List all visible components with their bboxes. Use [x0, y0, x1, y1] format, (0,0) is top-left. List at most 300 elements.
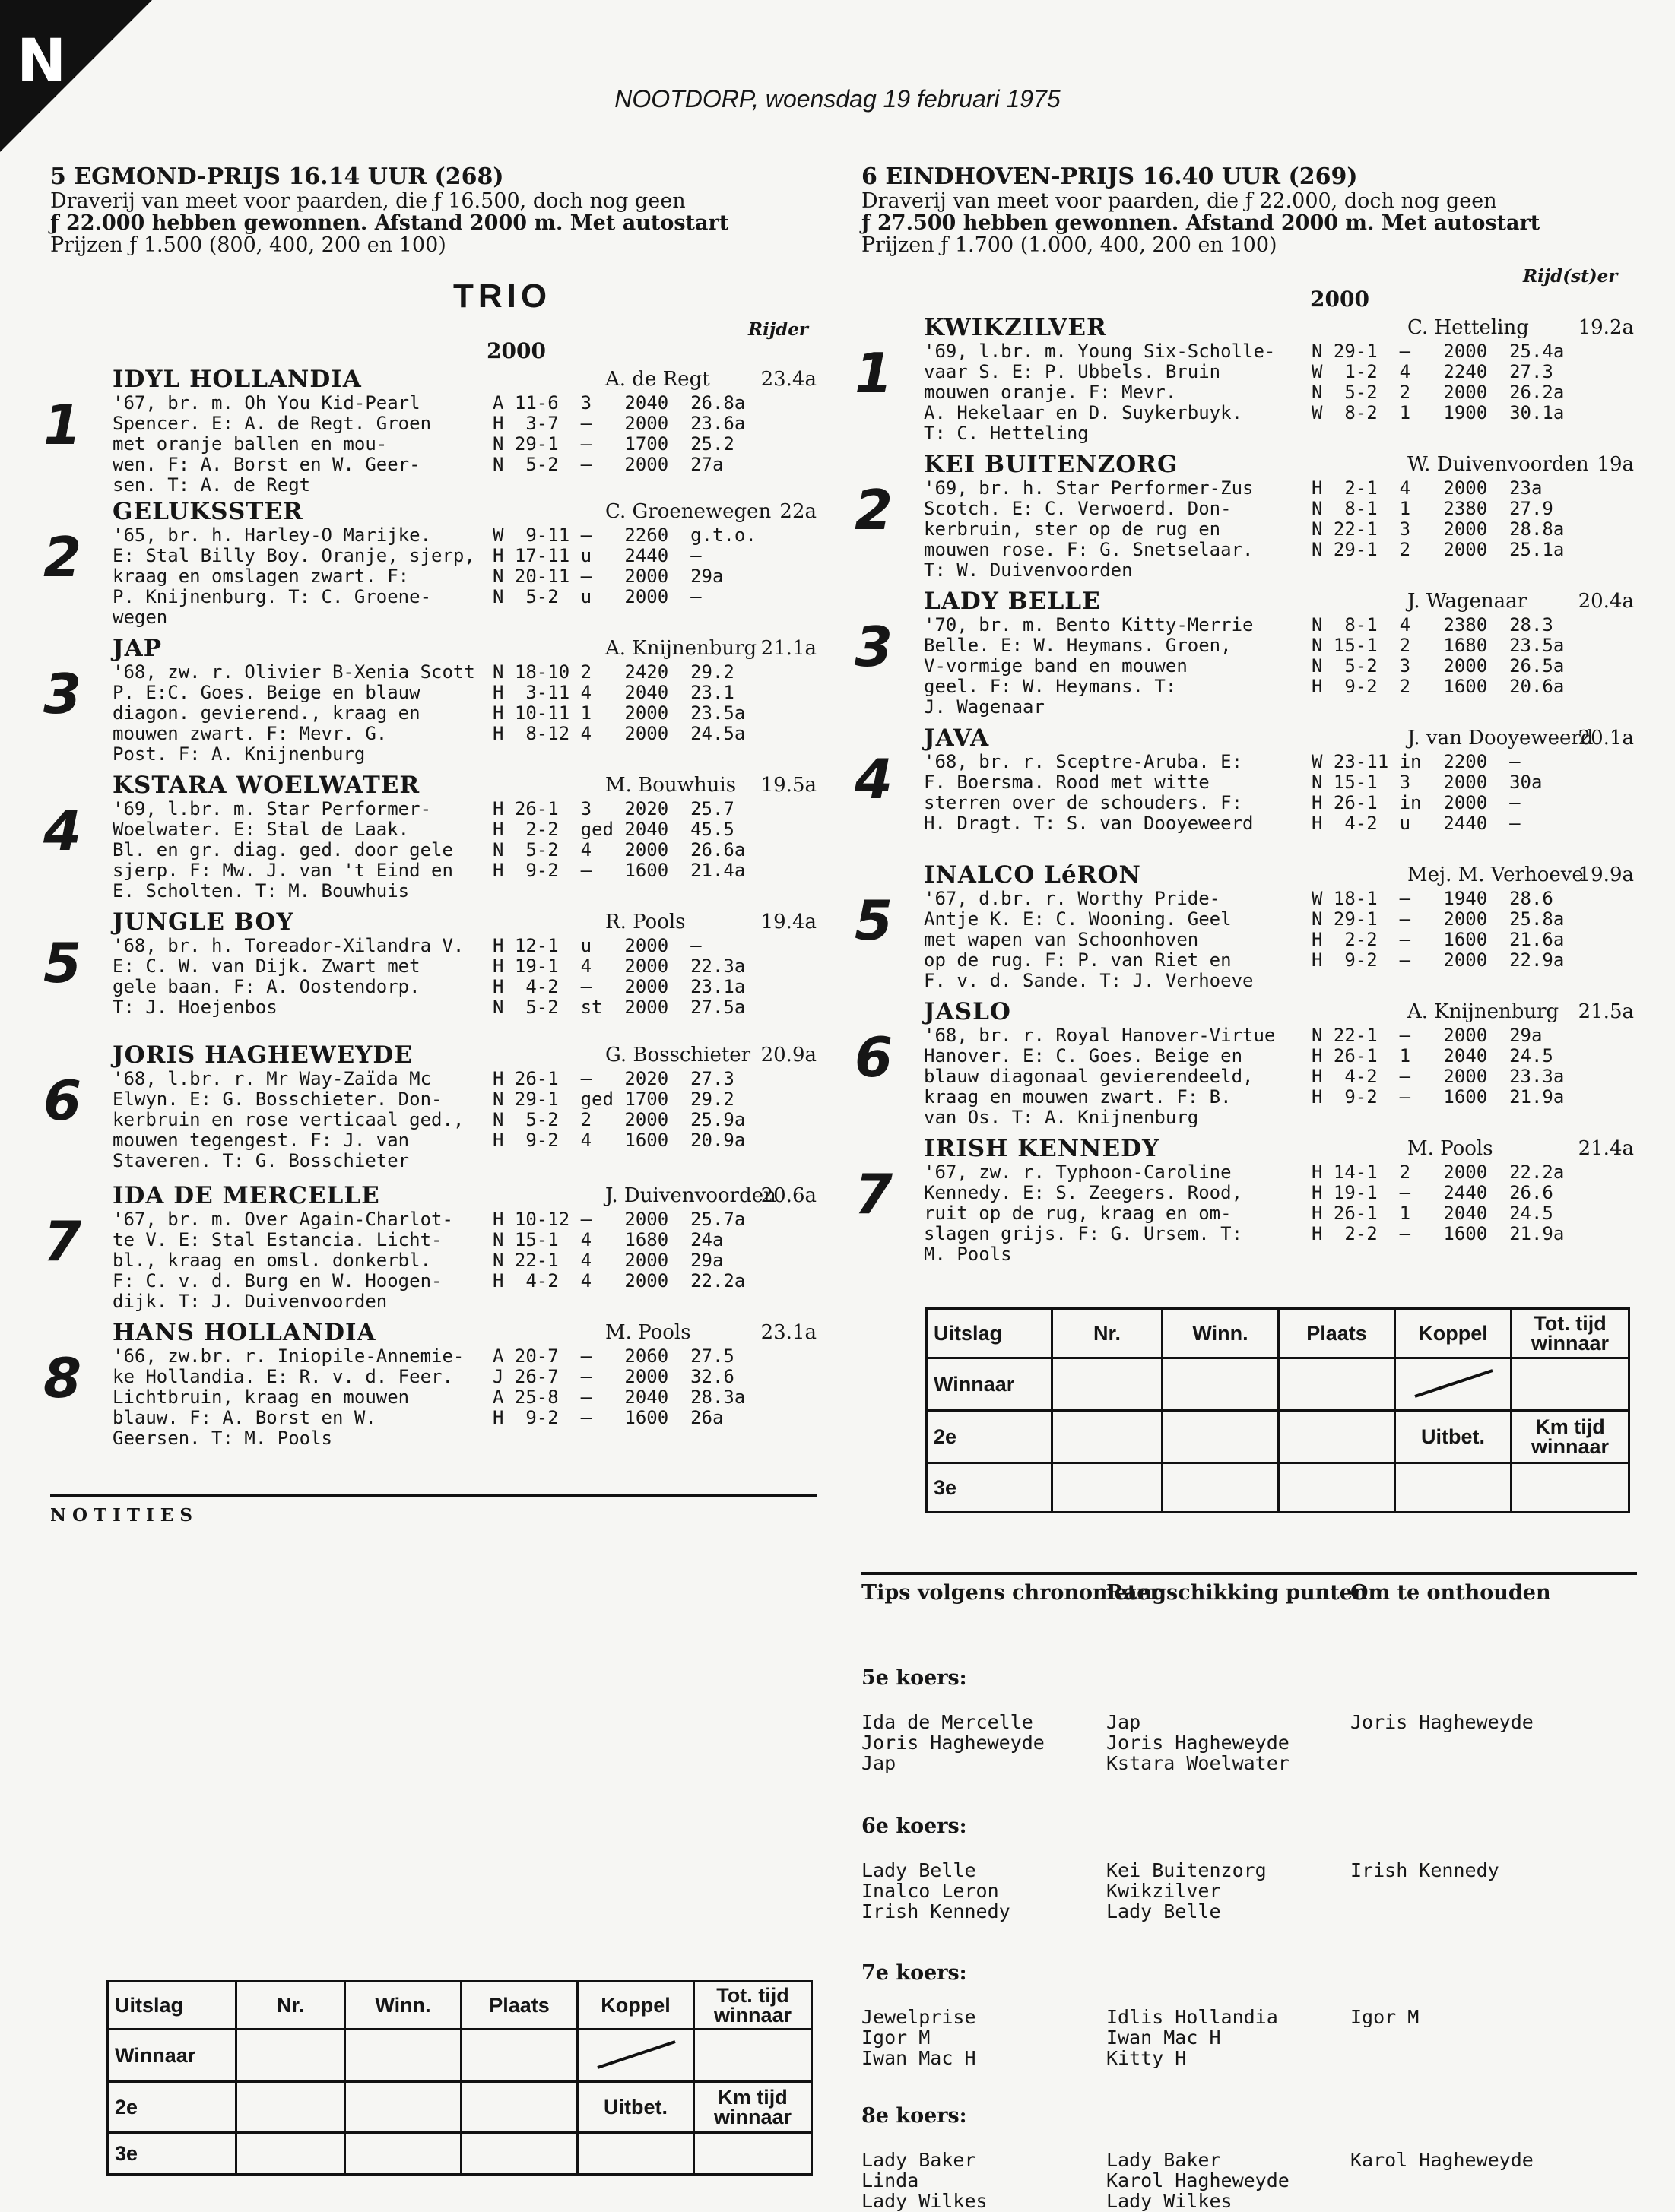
result-cell — [462, 2082, 578, 2133]
horse-performance-line: H 14-1 2 2000 22.2a — [1312, 1161, 1565, 1183]
tips-horse-name: Igor M — [861, 2027, 931, 2049]
horse-rating: 21.5a — [1578, 1000, 1634, 1023]
horse-name: LADY BELLE — [924, 588, 1101, 615]
horse-rider: Mej. M. Verhoeve — [1407, 864, 1584, 886]
horse-performance-line: H 12-1 u 2000 — — [493, 935, 702, 956]
result-row-label: 3e — [108, 2133, 236, 2175]
horse-performance-line: H 3-7 — 2000 23.6a — [493, 413, 746, 434]
horse-description-line: H. Dragt. T: S. van Dooyeweerd — [924, 813, 1254, 834]
result-header-row — [108, 1982, 812, 2030]
race-6-title: 6 EINDHOVEN-PRIJS 16.40 UUR (269) — [861, 163, 1358, 190]
tips-head-chrono: Tips volgens chronometer — [861, 1581, 1161, 1605]
section-letter: N — [17, 27, 67, 96]
horse-performance-line: H 26-1 3 2020 25.7 — [493, 798, 734, 819]
tips-horse-name: Kstara Woelwater — [1106, 1752, 1290, 1774]
horse-rating: 20.1a — [1578, 727, 1634, 749]
horse-rider: W. Duivenvoorden — [1407, 453, 1589, 476]
horse-description-line: kraag en omslagen zwart. F: — [113, 566, 410, 587]
tips-rule — [861, 1572, 1637, 1575]
result-row — [927, 1358, 1629, 1411]
horse-description-line: Geersen. T: M. Pools — [113, 1428, 332, 1449]
km-tijd-label: Km tijd winnaar — [694, 2082, 812, 2133]
horse-description-line: Elwyn. E: G. Bosschieter. Don- — [113, 1089, 443, 1110]
distance-head: 2000 — [487, 338, 546, 363]
horse-performance-line: N 22-1 — 2000 29a — [1312, 1025, 1543, 1046]
horse-performance-line: N 5-2 2 2000 25.9a — [493, 1109, 746, 1130]
horse-description-line: T: J. Hoejenbos — [113, 997, 278, 1018]
horse-description-line: '65, br. h. Harley-O Marijke. — [113, 524, 432, 546]
horse-description-line: E: C. W. van Dijk. Zwart met — [113, 955, 420, 977]
tips-race-label: 8e koers: — [861, 2104, 967, 2128]
race-6-cond-2: ƒ 27.500 hebben gewonnen. Afstand 2000 m. Met autostart — [861, 211, 1540, 235]
horse-name: IDYL HOLLANDIA — [113, 366, 362, 393]
horse-description-line: '67, br. m. Oh You Kid-Pearl — [113, 392, 420, 414]
horse-description-line: Antje K. E: C. Wooning. Geel — [924, 908, 1232, 930]
result-row-label: 2e — [108, 2082, 236, 2133]
horse-performance-line: H 4-2 4 2000 22.2a — [493, 1270, 746, 1291]
horse-rating: 19.9a — [1578, 864, 1634, 886]
horse-number: 4 — [43, 799, 82, 863]
race5-table — [106, 1980, 813, 2176]
race-5-column — [43, 163, 817, 1449]
horse-description-line: met wapen van Schoonhoven — [924, 929, 1199, 950]
horse-description-line: Belle. E: W. Heymans. Groen, — [924, 635, 1232, 656]
horse-name: KSTARA WOELWATER — [113, 772, 420, 799]
tips-horse-name: Kwikzilver — [1106, 1880, 1221, 1902]
horse-description-line: van Os. T: A. Knijnenburg — [924, 1107, 1199, 1128]
result-row-label: 2e — [927, 1411, 1052, 1463]
horse-name: KWIKZILVER — [924, 314, 1107, 341]
horse-performance-line: H 9-2 4 1600 20.9a — [493, 1130, 746, 1151]
horse-description-line: mouwen tegengest. F: J. van — [113, 1130, 410, 1151]
rider-column-head: Rijder — [748, 319, 809, 340]
tips-horse-name: Iwan Mac H — [861, 2047, 976, 2069]
horse-description-line: '68, zw. r. Olivier B-Xenia Scott — [113, 661, 475, 683]
tips-head-onthouden: Om te onthouden — [1350, 1581, 1551, 1605]
tips-horse-name: Joris Hagheweyde — [861, 1732, 1045, 1754]
race-5-cond-2: ƒ 22.000 hebben gewonnen. Afstand 2000 m. Met autostart — [50, 211, 729, 235]
result-cell — [345, 2133, 462, 2175]
horse-rating: 19.2a — [1578, 316, 1634, 339]
result-cell — [694, 2133, 812, 2175]
race-6-cond-1: Draverij van meet voor paarden, die ƒ 22.000, doch nog geen — [861, 189, 1497, 213]
horse-rating: 23.4a — [760, 368, 817, 391]
tips-horse-name: Lady Belle — [861, 1859, 976, 1881]
horse-performance-line: W 9-11 — 2260 g.t.o. — [493, 524, 757, 546]
tips-horse-name: Joris Hagheweyde — [1106, 1732, 1290, 1754]
tips-race-label: 7e koers: — [861, 1961, 967, 1985]
result-header-cell: Winn. — [1163, 1309, 1279, 1358]
tips-horse-name: Jap — [861, 1752, 896, 1774]
horse-performance-line: N 22-1 3 2000 28.8a — [1312, 518, 1565, 540]
horse-performance-line: W 8-2 1 1900 30.1a — [1312, 402, 1565, 423]
horse-name: INALCO LéRON — [924, 861, 1141, 889]
horse-description-line: '70, br. m. Bento Kitty-Merrie — [924, 614, 1254, 635]
page-header: NOOTDORP, woensdag 19 februari 1975 — [614, 85, 1061, 113]
result-cell — [236, 2030, 345, 2082]
horse-name: JORIS HAGHEWEYDE — [113, 1041, 413, 1069]
result-cell — [1395, 1463, 1512, 1513]
tips-head-punten: Rangschikking punten — [1106, 1581, 1368, 1605]
horse-description-line: E: Stal Billy Boy. Oranje, sjerp, — [113, 545, 475, 566]
horse-description-line: '66, zw.br. r. Iniopile-Annemie- — [113, 1345, 465, 1367]
horse-performance-line: N 15-1 2 1680 23.5a — [1312, 635, 1565, 656]
horse-performance-line: H 4-2 — 2000 23.3a — [1312, 1066, 1565, 1087]
horse-rating: 23.1a — [760, 1321, 817, 1344]
result-cell — [1279, 1411, 1395, 1463]
result-row-label: Winnaar — [927, 1358, 1052, 1411]
horse-description-line: P. E:C. Goes. Beige en blauw — [113, 682, 420, 703]
result-cell — [462, 2030, 578, 2082]
result-cell — [1052, 1358, 1163, 1411]
horse-rider: M. Bouwhuis — [605, 774, 737, 797]
horse-performance-line: N 29-1 — 2000 25.8a — [1312, 908, 1565, 930]
horse-performance-line: H 2-1 4 2000 23a — [1312, 477, 1543, 499]
horse-name: JAP — [113, 635, 163, 662]
tips-horse-name: Irish Kennedy — [861, 1900, 1010, 1922]
result-cell — [578, 2133, 694, 2175]
horse-description-line: Lichtbruin, kraag en mouwen — [113, 1386, 410, 1408]
horse-description-line: met oranje ballen en mou- — [113, 433, 388, 455]
result-cell — [236, 2133, 345, 2175]
result-row-label: Winnaar — [108, 2030, 236, 2082]
horse-number: 5 — [854, 889, 893, 952]
horse-rider: J. van Dooyeweerd — [1407, 727, 1594, 749]
horse-description-line: F: C. v. d. Burg en W. Hoogen- — [113, 1270, 443, 1291]
tips-horse-name: Karol Hagheweyde — [1106, 2169, 1290, 2191]
horse-performance-line: N 8-1 4 2380 28.3 — [1312, 614, 1553, 635]
result-cell — [1163, 1463, 1279, 1513]
horse-performance-line: H 4-2 — 2000 23.1a — [493, 976, 746, 997]
horse-description-line: Bl. en gr. diag. ged. door gele — [113, 839, 453, 860]
horse-performance-line: H 26-1 — 2020 27.3 — [493, 1068, 734, 1089]
horse-performance-line: H 26-1 in 2000 — — [1312, 792, 1521, 813]
horse-description-line: '67, zw. r. Typhoon-Caroline — [924, 1161, 1232, 1183]
result-cell — [462, 2133, 578, 2175]
horse-description-line: dijk. T: J. Duivenvoorden — [113, 1291, 388, 1312]
result-header-cell: Koppel — [578, 1982, 694, 2030]
horse-description-line: T: C. Hetteling — [924, 423, 1089, 444]
result-row — [108, 2030, 812, 2082]
distance-head: 2000 — [1310, 287, 1369, 312]
horse-description-line: '68, br. h. Toreador-Xilandra V. — [113, 935, 465, 956]
horse-performance-line: H 17-11 u 2440 — — [493, 545, 702, 566]
horse-performance-line: W 1-2 4 2240 27.3 — [1312, 361, 1553, 382]
horse-performance-line: N 15-1 4 1680 24a — [493, 1229, 724, 1250]
horse-description-line: blauw diagonaal gevierendeeld, — [924, 1066, 1254, 1087]
horse-rider: A. Knijnenburg — [605, 637, 757, 660]
horse-description-line: sen. T: A. de Regt — [113, 474, 311, 496]
horse-description-line: '69, l.br. m. Young Six-Scholle- — [924, 341, 1276, 362]
result-cell — [1052, 1411, 1163, 1463]
horse-rating: 20.6a — [760, 1184, 817, 1207]
horse-performance-line: A 20-7 — 2060 27.5 — [493, 1345, 734, 1367]
horse-name: IDA DE MERCELLE — [113, 1182, 380, 1209]
result-cell — [345, 2030, 462, 2082]
horse-description-line: Post. F: A. Knijnenburg — [113, 743, 366, 765]
horse-number: 5 — [43, 931, 82, 995]
result-header-cell: Uitslag — [927, 1309, 1052, 1358]
horse-description-line: Hanover. E: C. Goes. Beige en — [924, 1045, 1243, 1066]
horse-performance-line: N 8-1 1 2380 27.9 — [1312, 498, 1553, 519]
horse-number: 7 — [854, 1162, 893, 1226]
tips-race-label: 5e koers: — [861, 1666, 967, 1690]
horse-performance-line: H 26-1 1 2040 24.5 — [1312, 1203, 1553, 1224]
horse-description-line: sterren over de schouders. F: — [924, 792, 1243, 813]
horse-rider: M. Pools — [1407, 1137, 1493, 1160]
horse-rider: J. Duivenvoorden — [605, 1184, 776, 1207]
horse-performance-line: H 4-2 u 2440 — — [1312, 813, 1521, 834]
horse-description-line: ke Hollandia. E: R. v. d. Feer. — [113, 1366, 453, 1387]
horse-description-line: Scotch. E: C. Verwoerd. Don- — [924, 498, 1232, 519]
horse-number: 3 — [43, 662, 82, 726]
horse-performance-line: H 9-2 — 2000 22.9a — [1312, 949, 1565, 971]
horse-description-line: P. Knijnenburg. T: C. Groene- — [113, 586, 432, 607]
horse-performance-line: N 5-2 st 2000 27.5a — [493, 997, 746, 1018]
horse-name: JAVA — [924, 724, 990, 752]
horse-description-line: kraag en mouwen zwart. F: B. — [924, 1086, 1232, 1108]
horse-description-line: '69, l.br. m. Star Performer- — [113, 798, 432, 819]
tips-horse-name: Igor M — [1350, 2006, 1420, 2028]
horse-rating: 22a — [779, 500, 817, 523]
horse-description-line: T: W. Duivenvoorden — [924, 559, 1133, 581]
tips-horse-name: Jewelprise — [861, 2006, 976, 2028]
horse-performance-line: H 9-2 2 1600 20.6a — [1312, 676, 1565, 697]
horse-rider: C. Hetteling — [1407, 316, 1529, 339]
horse-performance-line: H 10-12 — 2000 25.7a — [493, 1209, 746, 1230]
horse-performance-line: H 2-2 — 1600 21.6a — [1312, 929, 1565, 950]
slash-mark — [581, 2031, 690, 2077]
horse-rider: G. Bosschieter — [605, 1044, 751, 1066]
result-cell — [1279, 1358, 1395, 1411]
horse-name: HANS HOLLANDIA — [113, 1319, 376, 1346]
horse-description-line: geel. F: W. Heymans. T: — [924, 676, 1177, 697]
result-cell — [236, 2082, 345, 2133]
koppel-slash-cell — [578, 2030, 694, 2082]
horse-name: GELUKSSTER — [113, 498, 303, 525]
result-header-cell: Nr. — [236, 1982, 345, 2030]
tips-horse-name: Ida de Mercelle — [861, 1711, 1033, 1733]
horse-performance-line: H 2-2 — 1600 21.9a — [1312, 1223, 1565, 1244]
result-header-cell: Nr. — [1052, 1309, 1163, 1358]
horse-performance-line: H 8-12 4 2000 24.5a — [493, 723, 746, 744]
result-row — [927, 1463, 1629, 1513]
horse-description-line: mouwen oranje. F: Mevr. — [924, 382, 1177, 403]
horse-description-line: Staveren. T: G. Bosschieter — [113, 1150, 410, 1171]
km-tijd-label: Km tijd winnaar — [1512, 1411, 1629, 1463]
horse-description-line: A. Hekelaar en D. Suykerbuyk. — [924, 402, 1243, 423]
horse-number: 1 — [854, 341, 893, 405]
horse-name: JUNGLE BOY — [113, 908, 294, 936]
race-6-column — [854, 163, 1634, 1265]
slash-mark — [1398, 1360, 1508, 1405]
uitbetaling-label: Uitbet. — [578, 2082, 694, 2133]
horse-performance-line: A 11-6 3 2040 26.8a — [493, 392, 746, 414]
rider-column-head: Rijd(st)er — [1523, 266, 1618, 287]
horse-number: 2 — [854, 478, 893, 542]
tips-horse-name: Lady Baker — [1106, 2149, 1221, 2171]
horse-performance-line: N 29-1 2 2000 25.1a — [1312, 539, 1565, 560]
race6-table — [925, 1307, 1630, 1513]
horse-number: 2 — [43, 525, 82, 589]
horse-description-line: '68, br. r. Royal Hanover-Virtue — [924, 1025, 1276, 1046]
horse-performance-line: H 2-2 ged 2040 45.5 — [493, 819, 734, 840]
race-5-title: 5 EGMOND-PRIJS 16.14 UUR (268) — [50, 163, 504, 190]
tips-horse-name: Idlis Hollandia — [1106, 2006, 1278, 2028]
horse-description-line: Kennedy. E: S. Zeegers. Rood, — [924, 1182, 1243, 1203]
horse-performance-line: N 22-1 4 2000 29a — [493, 1250, 724, 1271]
horse-description-line: Spencer. E: A. de Regt. Groen — [113, 413, 432, 434]
horse-rating: 19.4a — [760, 911, 817, 933]
horse-performance-line: N 18-10 2 2420 29.2 — [493, 661, 734, 683]
horse-performance-line: H 19-1 — 2440 26.6 — [1312, 1182, 1553, 1203]
horse-number: 3 — [854, 615, 893, 679]
horse-description-line: ruit op de rug, kraag en om- — [924, 1203, 1232, 1224]
horse-number: 6 — [43, 1069, 82, 1133]
koppel-slash-cell — [1395, 1358, 1512, 1411]
result-cell — [1512, 1463, 1629, 1513]
result-header-cell: Plaats — [1279, 1309, 1395, 1358]
tips-horse-name: Jap — [1106, 1711, 1141, 1733]
tips-horse-name: Karol Hagheweyde — [1350, 2149, 1534, 2171]
horse-number: 8 — [43, 1346, 82, 1410]
horse-description-line: gele baan. F: A. Oostendorp. — [113, 976, 420, 997]
race-6-cond-3: Prijzen ƒ 1.700 (1.000, 400, 200 en 100) — [861, 233, 1277, 257]
horse-performance-line: J 26-7 — 2000 32.6 — [493, 1366, 734, 1387]
horse-name: IRISH KENNEDY — [924, 1135, 1160, 1162]
result-row — [927, 1411, 1629, 1463]
horse-rider: J. Wagenaar — [1407, 590, 1527, 613]
horse-rider: R. Pools — [605, 911, 686, 933]
horse-rating: 19.5a — [760, 774, 817, 797]
horse-description-line: M. Pools — [924, 1244, 1012, 1265]
horse-description-line: bl., kraag en omsl. donkerbl. — [113, 1250, 432, 1271]
horse-description-line: '67, d.br. r. Worthy Pride- — [924, 888, 1221, 909]
result-header-cell: Winn. — [345, 1982, 462, 2030]
tips-horse-name: Linda — [861, 2169, 919, 2191]
horse-number: 1 — [43, 393, 82, 457]
horse-description-line: mouwen zwart. F: Mevr. G. — [113, 723, 388, 744]
tips-horse-name: Iwan Mac H — [1106, 2027, 1221, 2049]
result-header-cell: Koppel — [1395, 1309, 1512, 1358]
horse-description-line: '68, br. r. Sceptre-Aruba. E: — [924, 751, 1243, 772]
horse-performance-line: N 5-2 4 2000 26.6a — [493, 839, 746, 860]
tips-horse-name: Lady Baker — [861, 2149, 976, 2171]
horse-description-line: wegen — [113, 607, 168, 628]
horse-rider: A. Knijnenburg — [1407, 1000, 1559, 1023]
horse-rider: C. Groenewegen — [605, 500, 772, 523]
tips-horse-name: Inalco Leron — [861, 1880, 999, 1902]
horse-rider: M. Pools — [605, 1321, 691, 1344]
horse-performance-line: H 9-2 — 1600 21.9a — [1312, 1086, 1565, 1108]
horse-rating: 21.4a — [1578, 1137, 1634, 1160]
horse-description-line: op de rug. F: P. van Riet en — [924, 949, 1232, 971]
horse-description-line: kerbruin, ster op de rug en — [924, 518, 1221, 540]
horse-description-line: diagon. gevierend., kraag en — [113, 702, 420, 724]
horse-description-line: wen. F: A. Borst en W. Geer- — [113, 454, 420, 475]
horse-description-line: mouwen rose. F: G. Snetselaar. — [924, 539, 1254, 560]
horse-rating: 21.1a — [760, 637, 817, 660]
tips-horse-name: Lady Belle — [1106, 1900, 1221, 1922]
uitbetaling-label: Uitbet. — [1395, 1411, 1512, 1463]
horse-number: 6 — [854, 1025, 893, 1089]
race-5-cond-1: Draverij van meet voor paarden, die ƒ 16.500, doch nog geen — [50, 189, 686, 213]
result-cell — [1163, 1411, 1279, 1463]
horse-rating: 20.4a — [1578, 590, 1634, 613]
result-row — [108, 2082, 812, 2133]
horse-name: KEI BUITENZORG — [924, 451, 1179, 478]
horse-performance-line: N 5-2 3 2000 26.5a — [1312, 655, 1565, 677]
horse-performance-line: A 25-8 — 2040 28.3a — [493, 1386, 746, 1408]
result-cell — [694, 2030, 812, 2082]
result-header-cell: Uitslag — [108, 1982, 236, 2030]
horse-description-line: blauw. F: A. Borst en W. — [113, 1407, 376, 1428]
horse-performance-line: H 10-11 1 2000 23.5a — [493, 702, 746, 724]
result-cell — [1279, 1463, 1395, 1513]
horse-description-line: sjerp. F: Mw. J. van 't Eind en — [113, 860, 453, 881]
tips-horse-name: Lady Wilkes — [1106, 2190, 1232, 2212]
horse-performance-line: H 9-2 — 1600 21.4a — [493, 860, 746, 881]
horse-rating: 20.9a — [760, 1044, 817, 1066]
horse-description-line: te V. E: Stal Estancia. Licht- — [113, 1229, 443, 1250]
horse-description-line: '67, br. m. Over Again-Charlot- — [113, 1209, 453, 1230]
horse-description-line: F. v. d. Sande. T: J. Verhoeve — [924, 970, 1254, 991]
horse-performance-line: H 9-2 — 1600 26a — [493, 1407, 724, 1428]
horse-description-line: slagen grijs. F: G. Ursem. T: — [924, 1223, 1243, 1244]
tips-horse-name: Lady Wilkes — [861, 2190, 988, 2212]
race-5-cond-3: Prijzen ƒ 1.500 (800, 400, 200 en 100) — [50, 233, 446, 257]
result-cell — [1512, 1358, 1629, 1411]
result-header-cell: Plaats — [462, 1982, 578, 2030]
result-cell — [1163, 1358, 1279, 1411]
tips-horse-name: Joris Hagheweyde — [1350, 1711, 1534, 1733]
horse-performance-line: N 5-2 u 2000 — — [493, 586, 702, 607]
horse-name: JASLO — [924, 998, 1011, 1025]
result-row-label: 3e — [927, 1463, 1052, 1513]
horse-performance-line: N 15-1 3 2000 30a — [1312, 772, 1543, 793]
horse-number: 7 — [43, 1209, 82, 1273]
result-header-cell: Tot. tijd winnaar — [694, 1982, 812, 2030]
horse-performance-line: N 29-1 — 1700 25.2 — [493, 433, 734, 455]
horse-performance-line: H 3-11 4 2040 23.1 — [493, 682, 734, 703]
horse-performance-line: N 29-1 — 2000 25.4a — [1312, 341, 1565, 362]
horse-description-line: '68, l.br. r. Mr Way-Zaïda Mc — [113, 1068, 432, 1089]
result-row — [108, 2133, 812, 2175]
horse-number: 4 — [854, 747, 893, 811]
tips-race-label: 6e koers: — [861, 1814, 967, 1838]
horse-performance-line: N 5-2 2 2000 26.2a — [1312, 382, 1565, 403]
horse-performance-line: H 19-1 4 2000 22.3a — [493, 955, 746, 977]
result-cell — [345, 2082, 462, 2133]
horse-description-line: kerbruin en rose verticaal ged., — [113, 1109, 465, 1130]
horse-performance-line: H 26-1 1 2040 24.5 — [1312, 1045, 1553, 1066]
tips-horse-name: Kitty H — [1106, 2047, 1187, 2069]
result-header-row — [927, 1309, 1629, 1358]
horse-performance-line: N 29-1 ged 1700 29.2 — [493, 1089, 734, 1110]
trio-label: TRIO — [453, 277, 552, 315]
horse-performance-line: W 18-1 — 1940 28.6 — [1312, 888, 1553, 909]
notes-rule — [50, 1494, 817, 1497]
horse-description-line: J. Wagenaar — [924, 696, 1045, 718]
horse-description-line: vaar S. E: P. Ubbels. Bruin — [924, 361, 1221, 382]
horse-performance-line: N 5-2 — 2000 27a — [493, 454, 724, 475]
result-header-cell: Tot. tijd winnaar — [1512, 1309, 1629, 1358]
horse-rating: 19a — [1597, 453, 1634, 476]
tips-horse-name: Irish Kennedy — [1350, 1859, 1499, 1881]
tips-horse-name: Kei Buitenzorg — [1106, 1859, 1267, 1881]
result-cell — [1052, 1463, 1163, 1513]
horse-description-line: F. Boersma. Rood met witte — [924, 772, 1210, 793]
